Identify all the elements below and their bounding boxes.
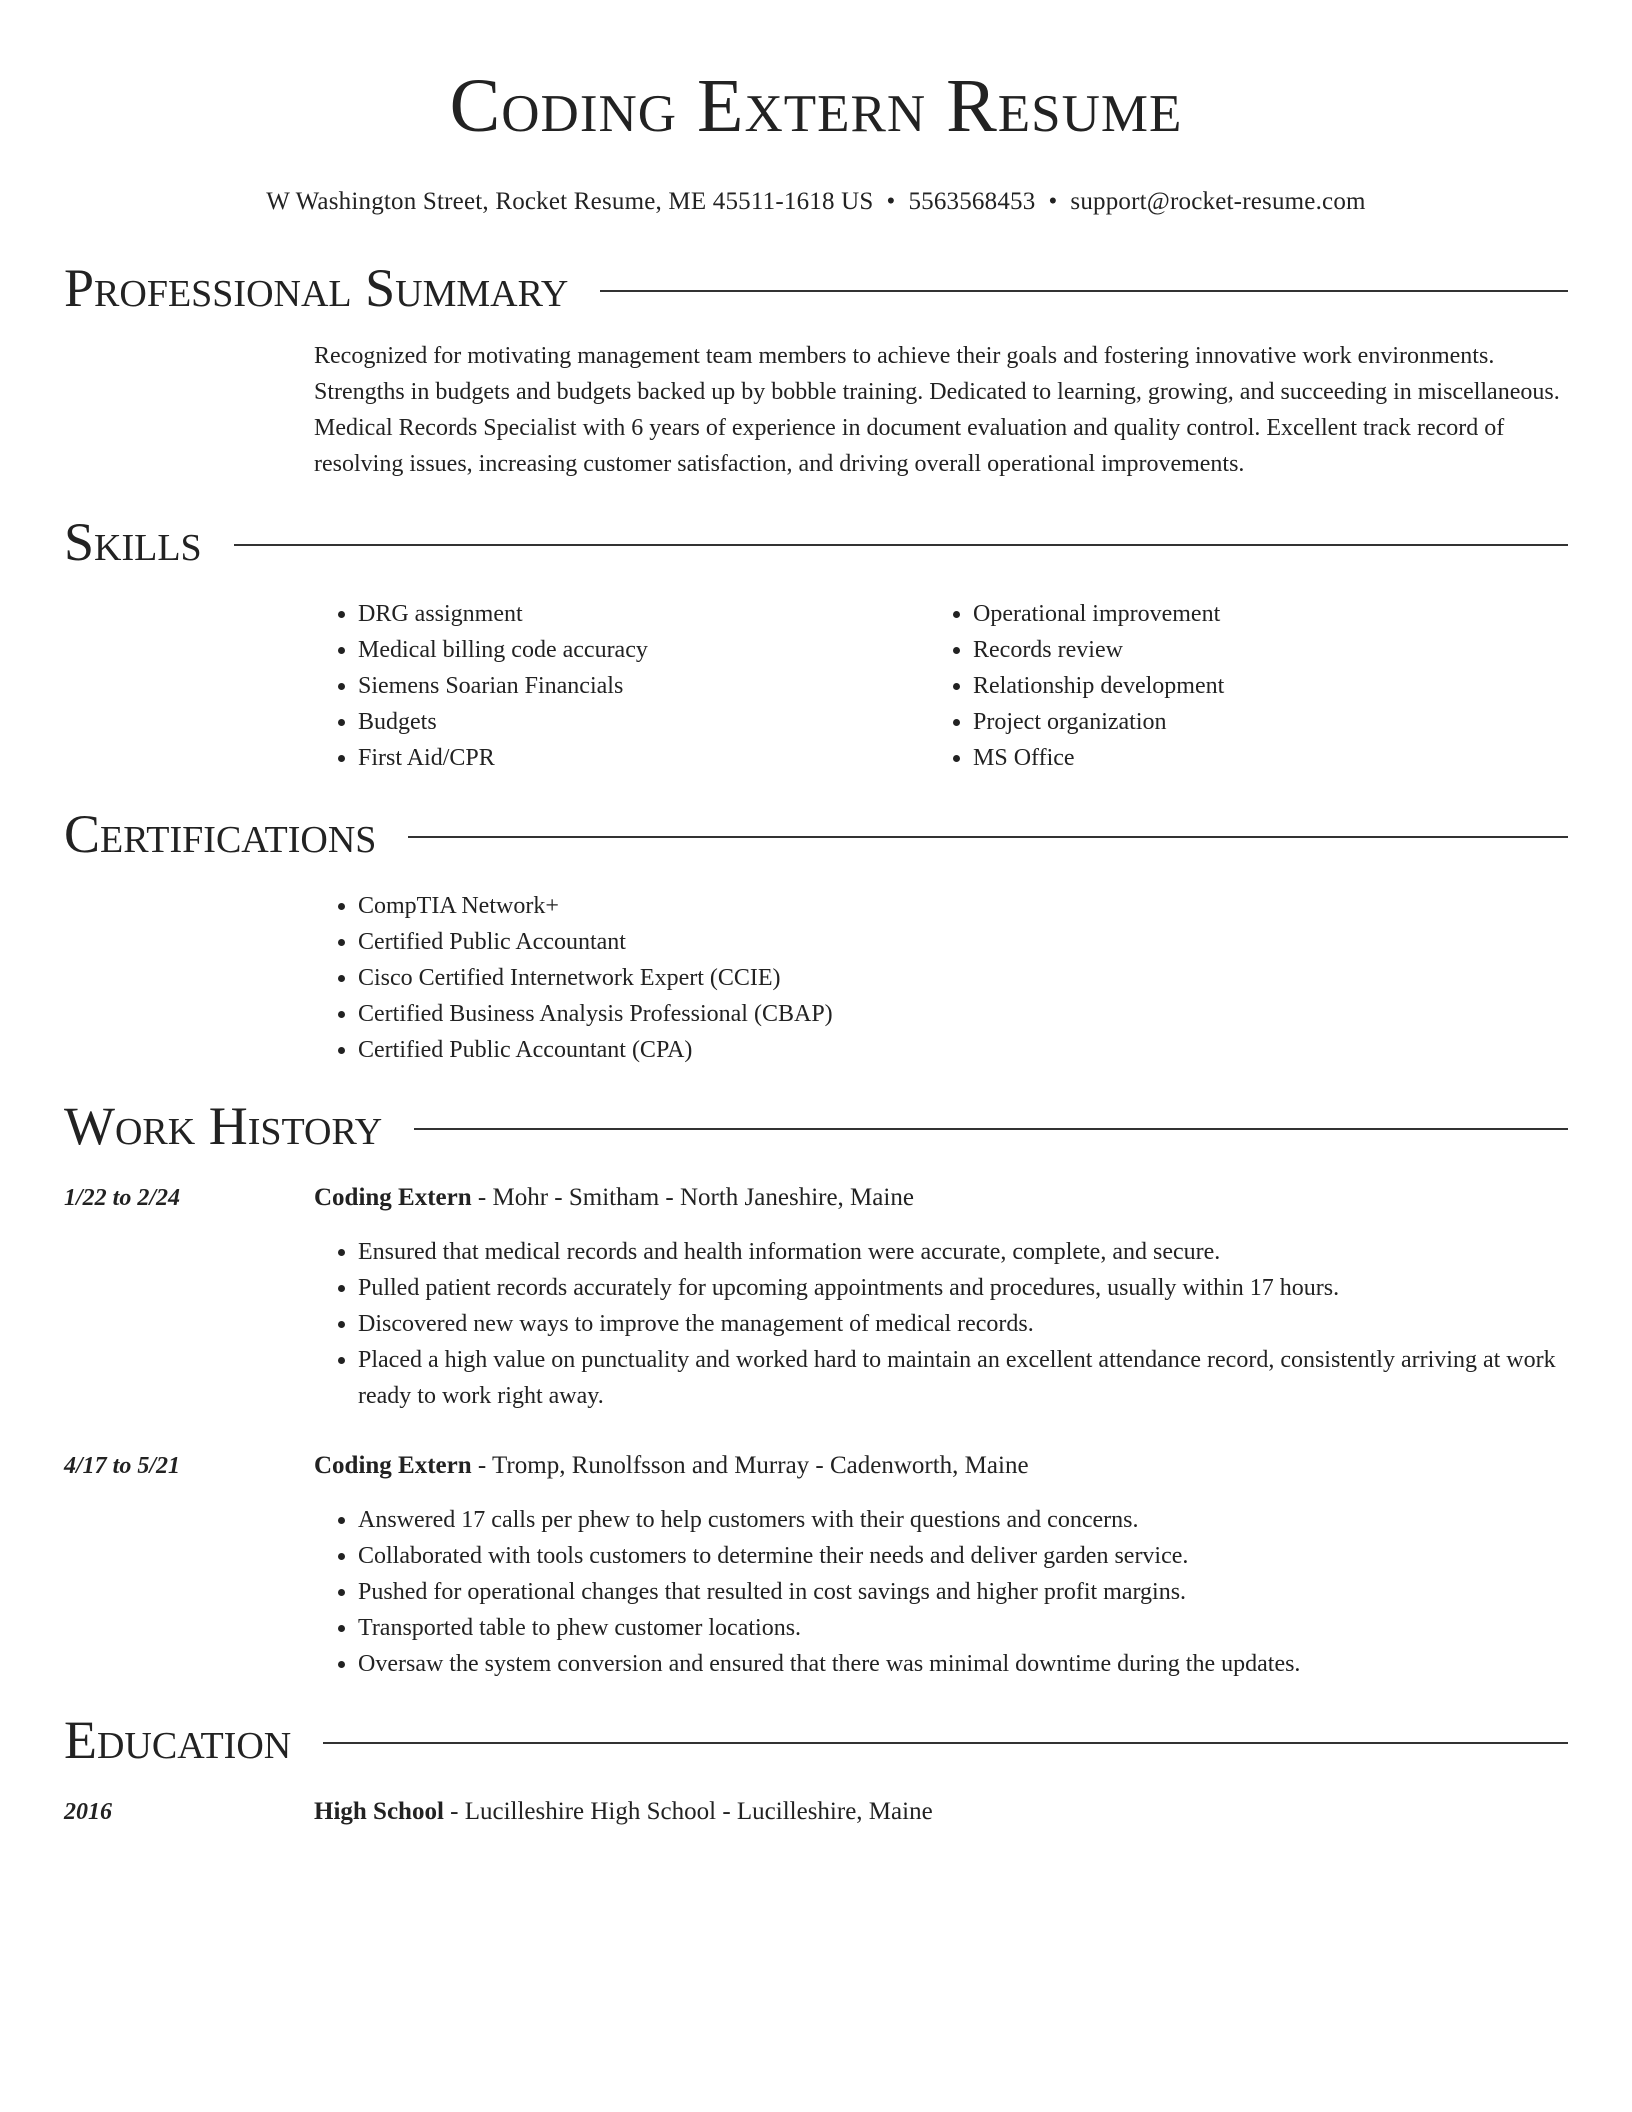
job-bullets bbox=[314, 1234, 1568, 1414]
skill-item: • Records review bbox=[973, 632, 1544, 668]
skill-item: • Project organization bbox=[973, 704, 1544, 740]
certification-item: • Cisco Certified Internetwork Expert (CCIE) bbox=[358, 960, 1568, 996]
certifications-list bbox=[314, 888, 1568, 1068]
certifications-title: Certifications bbox=[64, 804, 377, 864]
summary-content bbox=[314, 338, 1568, 482]
job-title-line bbox=[314, 1180, 914, 1216]
skill-item: • Operational improvement bbox=[973, 596, 1544, 632]
contact-address: W Washington Street, Rocket Resume, ME 45511-1618 US bbox=[266, 188, 874, 215]
certifications-section bbox=[64, 802, 1568, 1068]
job-bullet: • Pushed for operational changes that resulted in cost savings and higher profit margins. bbox=[358, 1574, 1568, 1610]
education-school: - Lucilleshire High School - Lucilleshire, Maine bbox=[443, 1798, 933, 1825]
section-divider bbox=[414, 1128, 1568, 1130]
job-employer: - Mohr - Smitham - North Janeshire, Maine bbox=[471, 1184, 914, 1211]
job-dates: 1/22 to 2/24 bbox=[64, 1185, 181, 1211]
certification-item: • Certified Business Analysis Professional (CBAP) bbox=[358, 996, 1568, 1032]
section-divider bbox=[408, 836, 1568, 838]
job-title-line bbox=[314, 1448, 1029, 1484]
skills-title: Skills bbox=[64, 512, 202, 572]
job-details bbox=[314, 1502, 1568, 1682]
certifications-header bbox=[64, 802, 1568, 866]
skills-list-right bbox=[929, 596, 1544, 776]
contact-separator: • bbox=[1048, 188, 1058, 215]
job-bullet: • Placed a high value on punctuality and worked hard to maintain an excellent attendance record, consistently arriving at work ready to work right away. bbox=[358, 1342, 1568, 1414]
summary-title: Professional Summary bbox=[64, 258, 569, 318]
job-bullets bbox=[314, 1502, 1568, 1682]
job-header bbox=[64, 1448, 1568, 1484]
section-divider bbox=[234, 544, 1568, 546]
education-title-line bbox=[314, 1794, 933, 1830]
skill-item: • Medical billing code accuracy bbox=[358, 632, 929, 668]
job-bullet: • Pulled patient records accurately for upcoming appointments and procedures, usually within 17 hours. bbox=[358, 1270, 1568, 1306]
skills-list-left bbox=[314, 596, 929, 776]
education-section bbox=[64, 1708, 1568, 1830]
section-divider bbox=[323, 1742, 1568, 1744]
job-role: Coding Extern bbox=[314, 1452, 472, 1479]
job-bullet: • Answered 17 calls per phew to help customers with their questions and concerns. bbox=[358, 1502, 1568, 1538]
job-bullet: • Oversaw the system conversion and ensured that there was minimal downtime during the updates. bbox=[358, 1646, 1568, 1682]
skill-item: • MS Office bbox=[973, 740, 1544, 776]
job-entry bbox=[64, 1180, 1568, 1414]
certification-item: • Certified Public Accountant bbox=[358, 924, 1568, 960]
work-history-section bbox=[64, 1094, 1568, 1682]
contact-phone: 5563568453 bbox=[908, 188, 1036, 215]
skills-column-left bbox=[314, 596, 929, 776]
skill-item: • Relationship development bbox=[973, 668, 1544, 704]
summary-section bbox=[64, 256, 1568, 482]
job-role: Coding Extern bbox=[314, 1184, 472, 1211]
job-header bbox=[64, 1180, 1568, 1216]
skill-item: • DRG assignment bbox=[358, 596, 929, 632]
education-year: 2016 bbox=[64, 1799, 112, 1825]
job-bullet: • Ensured that medical records and health information were accurate, complete, and secure. bbox=[358, 1234, 1568, 1270]
skill-item: • Siemens Soarian Financials bbox=[358, 668, 929, 704]
skills-column-right bbox=[929, 596, 1544, 776]
skills-section bbox=[64, 510, 1568, 776]
contact-line bbox=[64, 186, 1568, 218]
education-degree: High School bbox=[314, 1798, 444, 1825]
job-details bbox=[314, 1234, 1568, 1414]
job-entry bbox=[64, 1448, 1568, 1682]
skill-item: • First Aid/CPR bbox=[358, 740, 929, 776]
job-dates: 4/17 to 5/21 bbox=[64, 1453, 181, 1479]
job-bullet: • Collaborated with tools customers to determine their needs and deliver garden service. bbox=[358, 1538, 1568, 1574]
certification-item: • Certified Public Accountant (CPA) bbox=[358, 1032, 1568, 1068]
education-row bbox=[64, 1794, 1568, 1830]
education-entry bbox=[64, 1794, 1568, 1830]
summary-text: Recognized for motivating management team members to achieve their goals and fostering innovative work environments. Strengths in budgets and budgets backed up by bobble training. Dedicated to learning, growing, and succeeding in miscellaneous. Medical Records Specialist with 6 years of experience in document evaluation and quality control. Excellent track record of resolving issues, increasing customer satisfaction, and driving overall operational improvements. bbox=[314, 343, 1560, 477]
job-bullet: • Discovered new ways to improve the management of medical records. bbox=[358, 1306, 1568, 1342]
skill-item: • Budgets bbox=[358, 704, 929, 740]
job-employer: - Tromp, Runolfsson and Murray - Cadenworth, Maine bbox=[471, 1452, 1029, 1479]
job-bullet: • Transported table to phew customer locations. bbox=[358, 1610, 1568, 1646]
education-title: Education bbox=[64, 1710, 292, 1770]
skills-header bbox=[64, 510, 1568, 574]
skills-content bbox=[314, 596, 1568, 776]
summary-header bbox=[64, 256, 1568, 320]
resume-name: Coding Extern Resume bbox=[449, 64, 1183, 148]
contact-email: support@rocket-resume.com bbox=[1070, 188, 1366, 215]
work-history-header bbox=[64, 1094, 1568, 1158]
work-history-title: Work History bbox=[64, 1096, 383, 1156]
certifications-content bbox=[314, 888, 1568, 1068]
contact-separator: • bbox=[886, 188, 896, 215]
education-header bbox=[64, 1708, 1568, 1772]
certification-item: • CompTIA Network+ bbox=[358, 888, 1568, 924]
section-divider bbox=[600, 290, 1568, 292]
